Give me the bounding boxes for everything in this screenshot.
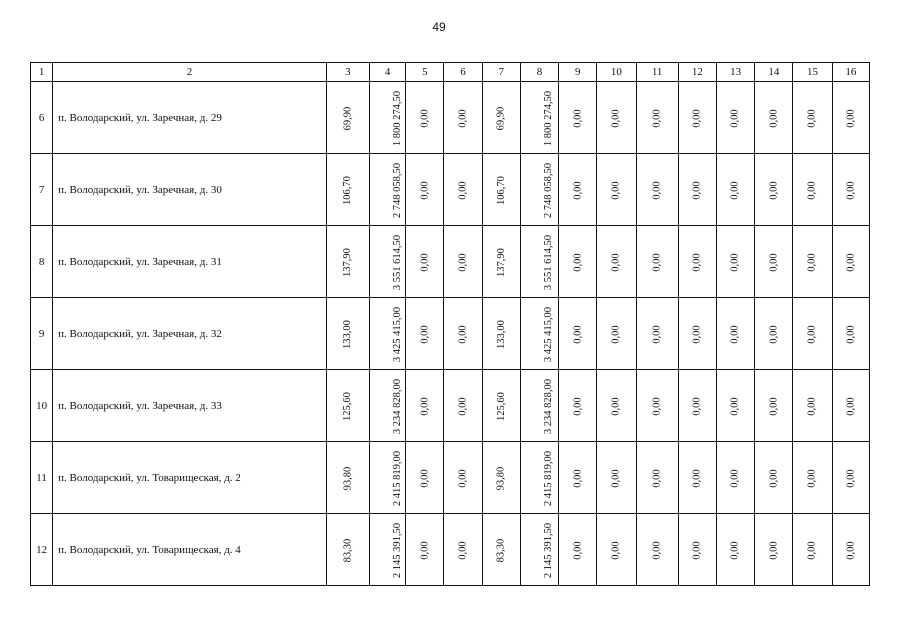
value-text: 0,00 — [572, 252, 584, 272]
value-text: 0,00 — [419, 468, 431, 488]
value-text: 0,00 — [730, 252, 742, 272]
value-text: 0,00 — [651, 324, 663, 344]
header-cell: 8 — [520, 63, 558, 82]
value-cell — [326, 82, 369, 154]
address-cell: п. Володарский, ул. Товарищеская, д. 4 — [53, 514, 327, 586]
value-cell — [406, 370, 444, 442]
value-cell — [597, 514, 636, 586]
value-text: 0,00 — [807, 108, 819, 128]
value-cell — [482, 442, 520, 514]
value-cell — [636, 442, 678, 514]
value-text: 0,00 — [651, 468, 663, 488]
page-number: 49 — [432, 20, 446, 34]
value-text: 0,00 — [845, 468, 857, 488]
value-cell — [406, 514, 444, 586]
value-cell — [520, 154, 558, 226]
value-cell — [326, 298, 369, 370]
address-cell: п. Володарский, ул. Заречная, д. 33 — [53, 370, 327, 442]
value-text: 0,00 — [572, 468, 584, 488]
value-text: 0,00 — [691, 180, 703, 200]
address-cell: п. Володарский, ул. Заречная, д. 31 — [53, 226, 327, 298]
value-cell — [716, 298, 754, 370]
value-text: 0,00 — [807, 540, 819, 560]
value-text: 0,00 — [845, 396, 857, 416]
value-text: 2 415 819,00 — [542, 450, 554, 506]
value-cell — [678, 226, 716, 298]
value-text: 0,00 — [730, 108, 742, 128]
value-cell — [597, 298, 636, 370]
value-text: 0,00 — [419, 252, 431, 272]
value-cell — [444, 298, 482, 370]
value-cell — [597, 82, 636, 154]
value-text: 0,00 — [419, 324, 431, 344]
value-cell — [520, 298, 558, 370]
value-cell — [832, 82, 869, 154]
header-cell: 2 — [53, 63, 327, 82]
header-cell: 7 — [482, 63, 520, 82]
value-text: 106,70 — [495, 175, 507, 205]
value-text: 3 234 828,00 — [542, 378, 554, 434]
value-text: 0,00 — [768, 540, 780, 560]
value-cell — [636, 298, 678, 370]
address-cell: п. Володарский, ул. Заречная, д. 32 — [53, 298, 327, 370]
value-cell — [755, 226, 793, 298]
value-text: 2 415 819,00 — [392, 450, 404, 506]
value-text: 0,00 — [691, 324, 703, 344]
value-cell — [406, 82, 444, 154]
value-text: 0,00 — [651, 396, 663, 416]
value-text: 2 145 391,50 — [542, 522, 554, 578]
value-cell — [520, 442, 558, 514]
value-cell — [716, 370, 754, 442]
header-cell: 10 — [597, 63, 636, 82]
value-cell — [793, 442, 832, 514]
value-cell — [406, 298, 444, 370]
value-text: 0,00 — [845, 180, 857, 200]
value-text: 0,00 — [457, 252, 469, 272]
header-row — [31, 63, 870, 82]
value-text: 0,00 — [610, 180, 622, 200]
value-text: 0,00 — [691, 396, 703, 416]
value-text: 0,00 — [610, 396, 622, 416]
value-cell — [755, 370, 793, 442]
value-cell — [482, 514, 520, 586]
value-text: 0,00 — [768, 252, 780, 272]
header-cell: 6 — [444, 63, 482, 82]
value-text: 0,00 — [845, 540, 857, 560]
value-cell — [444, 154, 482, 226]
value-cell — [406, 154, 444, 226]
value-cell — [444, 226, 482, 298]
value-text: 0,00 — [845, 324, 857, 344]
table-row — [31, 442, 870, 514]
value-text: 0,00 — [768, 324, 780, 344]
value-text: 125,60 — [342, 391, 354, 421]
value-cell — [832, 298, 869, 370]
value-cell — [370, 226, 406, 298]
value-cell — [559, 226, 597, 298]
value-cell — [636, 370, 678, 442]
value-text: 0,00 — [807, 324, 819, 344]
value-cell — [370, 514, 406, 586]
value-text: 1 800 274,50 — [542, 90, 554, 146]
value-cell — [832, 442, 869, 514]
header-cell: 3 — [326, 63, 369, 82]
value-text: 133,00 — [342, 319, 354, 349]
value-text: 0,00 — [457, 324, 469, 344]
row-number-cell: 9 — [31, 298, 53, 370]
value-cell — [597, 154, 636, 226]
value-cell — [559, 82, 597, 154]
value-text: 0,00 — [730, 540, 742, 560]
value-text: 0,00 — [768, 396, 780, 416]
value-cell — [406, 442, 444, 514]
value-text: 0,00 — [807, 180, 819, 200]
value-cell — [370, 370, 406, 442]
value-text: 0,00 — [730, 396, 742, 416]
value-text: 0,00 — [768, 468, 780, 488]
value-text: 0,00 — [419, 540, 431, 560]
value-cell — [597, 442, 636, 514]
header-cell: 16 — [832, 63, 869, 82]
value-cell — [520, 370, 558, 442]
value-text: 3 234 828,00 — [392, 378, 404, 434]
value-text: 0,00 — [807, 468, 819, 488]
value-text: 2 748 058,50 — [542, 162, 554, 218]
header-cell: 1 — [31, 63, 53, 82]
value-cell — [832, 154, 869, 226]
address-cell: п. Володарский, ул. Товарищеская, д. 2 — [53, 442, 327, 514]
value-cell — [482, 370, 520, 442]
value-cell — [520, 514, 558, 586]
value-text: 125,60 — [495, 391, 507, 421]
value-cell — [636, 154, 678, 226]
header-cell: 13 — [716, 63, 754, 82]
value-cell — [678, 154, 716, 226]
value-text: 69,90 — [495, 106, 507, 130]
table-row — [31, 154, 870, 226]
value-cell — [678, 370, 716, 442]
value-cell — [716, 82, 754, 154]
value-text: 0,00 — [419, 180, 431, 200]
value-text: 3 425 415,00 — [542, 306, 554, 362]
value-cell — [793, 154, 832, 226]
value-cell — [597, 370, 636, 442]
value-cell — [444, 442, 482, 514]
value-cell — [326, 514, 369, 586]
value-cell — [559, 514, 597, 586]
value-text: 0,00 — [691, 468, 703, 488]
value-cell — [636, 226, 678, 298]
value-text: 0,00 — [457, 180, 469, 200]
table-row — [31, 298, 870, 370]
value-text: 0,00 — [807, 252, 819, 272]
row-number-cell: 12 — [31, 514, 53, 586]
value-text: 0,00 — [610, 108, 622, 128]
data-table — [30, 62, 870, 586]
value-text: 0,00 — [457, 540, 469, 560]
value-cell — [326, 226, 369, 298]
value-cell — [755, 442, 793, 514]
value-text: 83,30 — [342, 538, 354, 562]
value-cell — [559, 442, 597, 514]
address-cell: п. Володарский, ул. Заречная, д. 29 — [53, 82, 327, 154]
value-text: 93,80 — [495, 466, 507, 490]
value-cell — [636, 82, 678, 154]
value-cell — [482, 82, 520, 154]
value-text: 0,00 — [572, 108, 584, 128]
value-text: 0,00 — [768, 180, 780, 200]
table-row — [31, 226, 870, 298]
value-cell — [678, 442, 716, 514]
value-cell — [793, 82, 832, 154]
value-cell — [793, 298, 832, 370]
value-text: 0,00 — [691, 252, 703, 272]
value-text: 133,00 — [495, 319, 507, 349]
value-cell — [444, 82, 482, 154]
row-number-cell: 6 — [31, 82, 53, 154]
header-cell: 11 — [636, 63, 678, 82]
value-cell — [370, 82, 406, 154]
value-cell — [406, 226, 444, 298]
value-text: 1 800 274,50 — [392, 90, 404, 146]
value-cell — [832, 514, 869, 586]
header-cell: 15 — [793, 63, 832, 82]
value-cell — [482, 154, 520, 226]
value-text: 0,00 — [730, 180, 742, 200]
value-text: 93,80 — [342, 466, 354, 490]
value-text: 0,00 — [807, 396, 819, 416]
value-text: 0,00 — [730, 324, 742, 344]
value-text: 69,90 — [342, 106, 354, 130]
value-cell — [755, 82, 793, 154]
value-text: 2 748 058,50 — [392, 162, 404, 218]
value-cell — [678, 514, 716, 586]
value-text: 0,00 — [610, 468, 622, 488]
value-cell — [716, 226, 754, 298]
table-row — [31, 514, 870, 586]
value-cell — [755, 514, 793, 586]
value-cell — [444, 370, 482, 442]
header-cell: 5 — [406, 63, 444, 82]
value-cell — [482, 226, 520, 298]
table-row — [31, 370, 870, 442]
value-text: 83,30 — [495, 538, 507, 562]
header-cell: 12 — [678, 63, 716, 82]
value-text: 2 145 391,50 — [392, 522, 404, 578]
value-text: 0,00 — [691, 108, 703, 128]
value-cell — [716, 154, 754, 226]
value-text: 0,00 — [768, 108, 780, 128]
value-cell — [716, 514, 754, 586]
value-cell — [370, 442, 406, 514]
row-number-cell: 10 — [31, 370, 53, 442]
value-cell — [559, 298, 597, 370]
value-text: 3 551 614,50 — [542, 234, 554, 290]
value-text: 0,00 — [572, 324, 584, 344]
value-text: 0,00 — [730, 468, 742, 488]
value-text: 0,00 — [651, 540, 663, 560]
value-cell — [832, 370, 869, 442]
value-cell — [793, 370, 832, 442]
value-text: 0,00 — [691, 540, 703, 560]
value-text: 106,70 — [342, 175, 354, 205]
address-cell: п. Володарский, ул. Заречная, д. 30 — [53, 154, 327, 226]
header-cell: 9 — [559, 63, 597, 82]
value-cell — [832, 226, 869, 298]
value-cell — [755, 298, 793, 370]
value-cell — [678, 82, 716, 154]
value-cell — [326, 442, 369, 514]
value-cell — [716, 442, 754, 514]
row-number-cell: 8 — [31, 226, 53, 298]
value-cell — [793, 226, 832, 298]
row-number-cell: 7 — [31, 154, 53, 226]
value-cell — [326, 154, 369, 226]
value-text: 0,00 — [572, 180, 584, 200]
value-text: 0,00 — [419, 396, 431, 416]
row-number-cell: 11 — [31, 442, 53, 514]
value-cell — [520, 226, 558, 298]
value-text: 0,00 — [610, 252, 622, 272]
value-text: 0,00 — [572, 396, 584, 416]
value-text: 3 425 415,00 — [392, 306, 404, 362]
header-cell: 14 — [755, 63, 793, 82]
value-cell — [755, 154, 793, 226]
value-text: 0,00 — [651, 108, 663, 128]
value-cell — [597, 226, 636, 298]
value-cell — [520, 82, 558, 154]
value-cell — [444, 514, 482, 586]
table-row — [31, 82, 870, 154]
value-text: 137,90 — [495, 247, 507, 277]
value-text: 0,00 — [845, 252, 857, 272]
value-cell — [370, 298, 406, 370]
value-text: 0,00 — [651, 180, 663, 200]
value-text: 0,00 — [457, 108, 469, 128]
header-cell: 4 — [370, 63, 406, 82]
value-cell — [559, 154, 597, 226]
value-cell — [370, 154, 406, 226]
value-text: 0,00 — [419, 108, 431, 128]
value-text: 0,00 — [651, 252, 663, 272]
value-cell — [793, 514, 832, 586]
value-text: 0,00 — [610, 540, 622, 560]
value-text: 3 551 614,50 — [392, 234, 404, 290]
value-cell — [326, 370, 369, 442]
value-cell — [636, 514, 678, 586]
value-text: 0,00 — [610, 324, 622, 344]
value-text: 0,00 — [457, 396, 469, 416]
value-cell — [559, 370, 597, 442]
value-cell — [678, 298, 716, 370]
value-text: 0,00 — [457, 468, 469, 488]
value-text: 0,00 — [845, 108, 857, 128]
value-text: 0,00 — [572, 540, 584, 560]
value-cell — [482, 298, 520, 370]
value-text: 137,90 — [342, 247, 354, 277]
